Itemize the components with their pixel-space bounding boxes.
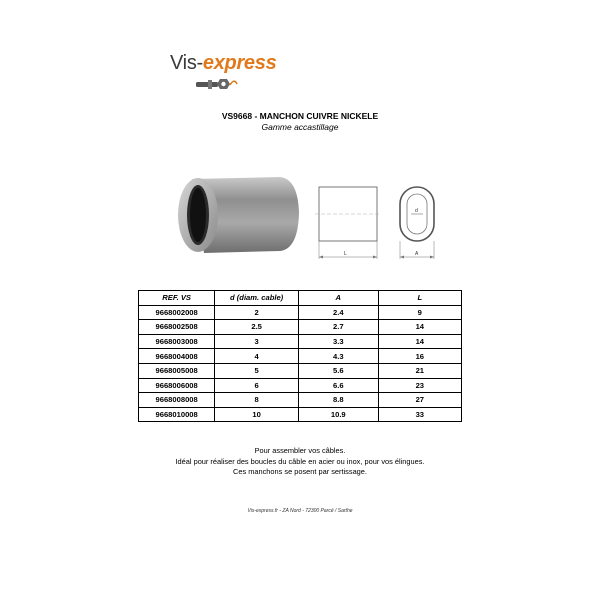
cell-diameter: 3 [215,334,299,349]
cell-diameter: 2.5 [215,320,299,335]
cell-ref: 9668004008 [139,349,215,364]
cell-diameter: 2 [215,305,299,320]
cell-diameter: 4 [215,349,299,364]
product-notes [0,446,600,478]
screw-nut-icon [194,76,238,92]
col-header-diameter: d (diam. cable) [215,291,299,306]
col-header-ref: REF. VS [139,291,215,306]
col-header-l: L [378,291,461,306]
note-line: Ces manchons se posent par sertissage. [233,467,367,476]
brand-name-part1: Vis- [170,52,203,74]
cell-l: 14 [378,320,461,335]
cell-l: 33 [378,407,461,422]
cell-diameter: 5 [215,363,299,378]
side-view-drawing [313,185,383,265]
brand-logo [170,52,277,98]
table-row [139,320,462,335]
product-subtitle: Gamme accastillage [261,122,339,132]
cell-l: 27 [378,393,461,408]
cell-l: 16 [378,349,461,364]
table-row [139,334,462,349]
cell-l: 21 [378,363,461,378]
brand-name [170,52,276,75]
product-title: VS9668 - MANCHON CUIVRE NICKELE [221,111,379,121]
note-line: Idéal pour réaliser des boucles du câble en acier ou inox, pour vos élingues. [175,456,425,466]
col-header-a: A [298,291,378,306]
cell-a: 2.4 [298,305,378,320]
end-view-d-label: d [415,208,418,214]
note-line: Pour assembler vos câbles. [254,446,346,455]
table-row [139,349,462,364]
cell-ref: 9668010008 [139,407,215,422]
cell-ref: 9668002508 [139,320,215,335]
cell-l: 9 [378,305,461,320]
spec-table [138,290,462,422]
end-view-a-label: A [415,251,419,257]
cell-ref: 9668006008 [139,378,215,393]
cell-l: 23 [378,378,461,393]
cell-a: 3.3 [298,334,378,349]
table-row [139,393,462,408]
page-footer: Vis-express.fr - ZA Nord - 72300 Parcé / Sarthe [247,508,353,514]
table-row [139,363,462,378]
cell-a: 10.9 [298,407,378,422]
table-header-row [139,291,462,306]
side-view-label: L [344,251,347,257]
cell-ref: 9668008008 [139,393,215,408]
product-photo [172,175,302,255]
table-row [139,407,462,422]
cell-ref: 9668005008 [139,363,215,378]
cell-a: 5.6 [298,363,378,378]
cell-ref: 9668002008 [139,305,215,320]
cell-a: 2.7 [298,320,378,335]
cell-l: 14 [378,334,461,349]
cell-diameter: 8 [215,393,299,408]
table-row [139,305,462,320]
cell-diameter: 10 [215,407,299,422]
cell-a: 4.3 [298,349,378,364]
cell-ref: 9668003008 [139,334,215,349]
end-view-drawing [394,185,440,265]
cell-diameter: 6 [215,378,299,393]
cell-a: 6.6 [298,378,378,393]
brand-name-part2: express [202,52,277,74]
table-row [139,378,462,393]
cell-a: 8.8 [298,393,378,408]
